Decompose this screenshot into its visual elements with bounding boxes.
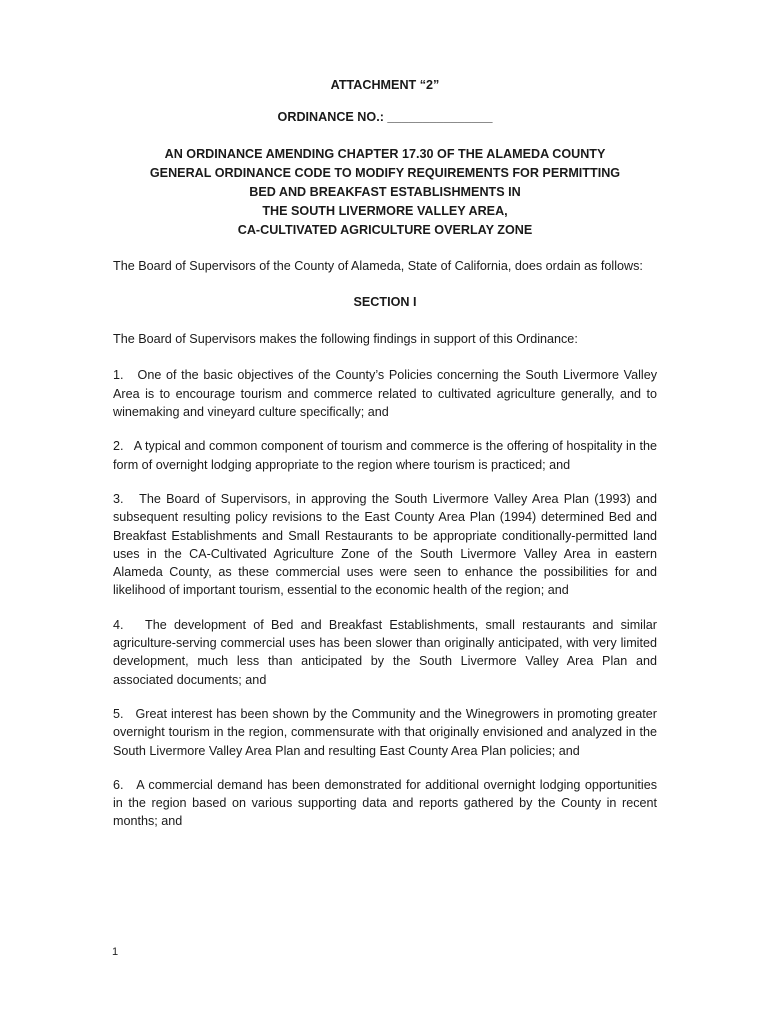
finding-number: 5. <box>113 706 124 721</box>
finding-number: 1. <box>113 368 124 383</box>
finding-item <box>113 490 657 600</box>
finding-item <box>113 616 657 689</box>
finding-number: 4. <box>113 617 124 632</box>
ordinance-title-line: GENERAL ORDINANCE CODE TO MODIFY REQUIREMENTS FOR PERMITTING <box>149 165 621 180</box>
intro-paragraph: The Board of Supervisors of the County of Alameda, State of California, does ordain as follows: <box>113 258 643 273</box>
ordinance-title-line: BED AND BREAKFAST ESTABLISHMENTS IN <box>249 184 521 199</box>
ordinance-title-line: CA-CULTIVATED AGRICULTURE OVERLAY ZONE <box>237 222 533 237</box>
finding-item <box>113 437 657 474</box>
page-number: 1 <box>112 946 119 958</box>
finding-number: 2. <box>113 439 124 454</box>
finding-text: One of the basic objectives of the County’s Policies concerning the South Livermore Valley Area is to encourage tourism and commerce related to cultivated agriculture generally, and to winemaking and vineyard culture specifically; and <box>113 368 658 420</box>
section-heading: SECTION I <box>353 294 417 309</box>
finding-item <box>113 705 657 760</box>
ordinance-number: ORDINANCE NO.: _______________ <box>277 110 493 125</box>
findings-lead: The Board of Supervisors makes the following findings in support of this Ordinance: <box>113 332 578 347</box>
ordinance-title-line: AN ORDINANCE AMENDING CHAPTER 17.30 OF THE ALAMEDA COUNTY <box>164 146 606 161</box>
document-body <box>113 76 657 847</box>
finding-text: The Board of Supervisors, in approving the South Livermore Valley Area Plan (1993) and subsequent resulting policy revisions to the East County Area Plan (1994) determined Bed and Breakfast Establishments and Small Restaurants to be appropriate conditionally-permitted land uses in the CA-Cultivated Agriculture Zone of the South Livermore Valley Area in eastern Alameda County, as these commercial uses were seen to enhance the possibilities for and likelihood of important tourism, essential to the economic health of the region; and <box>113 491 657 598</box>
ordinance-title-line: THE SOUTH LIVERMORE VALLEY AREA, <box>262 203 508 218</box>
finding-number: 6. <box>113 777 124 792</box>
attachment-heading: ATTACHMENT “2” <box>330 78 440 92</box>
finding-text: Great interest has been shown by the Community and the Winegrowers in promoting greater overnight tourism in the region, commensurate with that originally envisioned and analyzed in the South Livermore Valley Area Plan and resulting East County Area Plan policies; and <box>113 706 657 758</box>
ordinance-title <box>113 145 657 240</box>
finding-text: A typical and common component of tourism and commerce is the offering of hospitality in the form of overnight lodging appropriate to the region where tourism is practiced; and <box>113 439 657 472</box>
finding-item <box>113 366 657 421</box>
finding-text: A commercial demand has been demonstrated for additional overnight lodging opportunities in the region based on various supporting data and reports gathered by the County in recent months; and <box>113 777 657 829</box>
finding-text: The development of Bed and Breakfast Establishments, small restaurants and similar agriculture-serving commercial uses has been slower than originally anticipated, with very limited development, much less than anticipated by the South Livermore Valley Area Plan and associated documents; and <box>113 617 657 687</box>
finding-number: 3. <box>113 491 124 506</box>
finding-item <box>113 776 657 831</box>
